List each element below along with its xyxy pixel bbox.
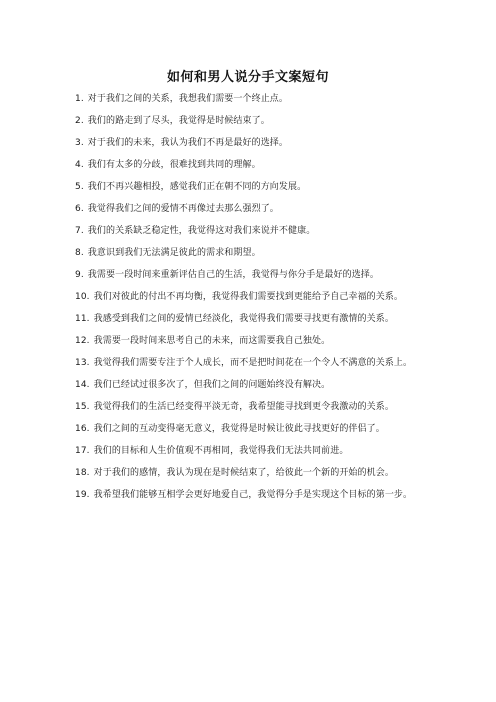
list-item	[75, 398, 423, 417]
item-text: 我们对彼此的付出不再均衡，我觉得我们需要找到更能给予自己幸福的关系。	[93, 292, 404, 302]
item-text: 我需要一段时间来思考自己的未来，而这需要我自己独处。	[93, 336, 331, 346]
item-text: 我需要一段时间来重新评估自己的生活，我觉得与你分手是最好的选择。	[87, 270, 379, 280]
item-text: 我希望我们能够互相学会更好地爱自己，我觉得分手是实现这个目标的第一步。	[93, 490, 413, 500]
item-number: 1.	[75, 94, 84, 104]
item-text: 我们的路走到了尽头，我觉得是时候结束了。	[87, 116, 270, 126]
item-text: 我们的目标和人生价值观不再相同，我觉得我们无法共同前进。	[93, 446, 349, 456]
list-item	[75, 112, 423, 131]
item-text: 我觉得我们之间的爱情不再像过去那么强烈了。	[87, 204, 279, 214]
item-number: 3.	[75, 138, 84, 148]
list-item	[75, 200, 423, 219]
item-text: 我觉得我们的生活已经变得平淡无奇，我希望能寻找到更令我激动的关系。	[93, 402, 394, 412]
item-text: 我们已经试过很多次了，但我们之间的问题始终没有解决。	[93, 380, 331, 390]
item-text: 我们的关系缺乏稳定性，我觉得这对我们来说并不健康。	[87, 226, 316, 236]
list-item	[75, 376, 423, 395]
item-number: 5.	[75, 182, 84, 192]
list-item	[75, 244, 423, 263]
item-number: 6.	[75, 204, 84, 214]
item-text: 我觉得我们需要专注于个人成长，而不是把时间花在一个令人不满意的关系上。	[93, 358, 413, 368]
item-text: 我们不再兴趣相投，感觉我们正在朝不同的方向发展。	[87, 182, 307, 192]
list-item	[75, 134, 423, 153]
item-text: 对于我们之间的关系，我想我们需要一个终止点。	[87, 94, 288, 104]
item-number: 10.	[75, 292, 90, 302]
list-item	[75, 266, 423, 285]
item-text: 我们有太多的分歧，很难找到共同的理解。	[87, 160, 261, 170]
item-text: 对于我们的未来，我认为我们不再是最好的选择。	[87, 138, 288, 148]
list-item	[75, 332, 423, 351]
item-number: 11.	[75, 314, 90, 324]
list-item	[75, 420, 423, 439]
item-number: 15.	[75, 402, 90, 412]
list-item	[75, 222, 423, 241]
list-item	[75, 156, 423, 175]
page-title: 如何和男人说分手文案短句	[166, 70, 329, 85]
item-number: 4.	[75, 160, 84, 170]
list-item	[75, 288, 423, 307]
list-item	[75, 464, 423, 483]
list-item	[75, 486, 423, 505]
list-item	[75, 442, 423, 461]
item-number: 14.	[75, 380, 90, 390]
item-number: 7.	[75, 226, 84, 236]
item-number: 2.	[75, 116, 84, 126]
item-text: 对于我们的感情，我认为现在是时候结束了，给彼此一个新的开始的机会。	[93, 468, 394, 478]
item-text: 我们之间的互动变得毫无意义，我觉得是时候让彼此寻找更好的伴侣了。	[93, 424, 385, 434]
numbered-list	[75, 90, 423, 508]
item-text: 我感受到我们之间的爱情已经淡化，我觉得我们需要寻找更有激情的关系。	[93, 314, 394, 324]
item-number: 8.	[75, 248, 84, 258]
list-item	[75, 310, 423, 329]
item-number: 13.	[75, 358, 90, 368]
item-number: 18.	[75, 468, 90, 478]
list-item	[75, 178, 423, 197]
item-number: 12.	[75, 336, 90, 346]
item-number: 9.	[75, 270, 84, 280]
item-number: 16.	[75, 424, 90, 434]
list-item	[75, 90, 423, 109]
item-number: 19.	[75, 490, 90, 500]
item-number: 17.	[75, 446, 90, 456]
list-item	[75, 354, 423, 373]
item-text: 我意识到我们无法满足彼此的需求和期望。	[87, 248, 261, 258]
